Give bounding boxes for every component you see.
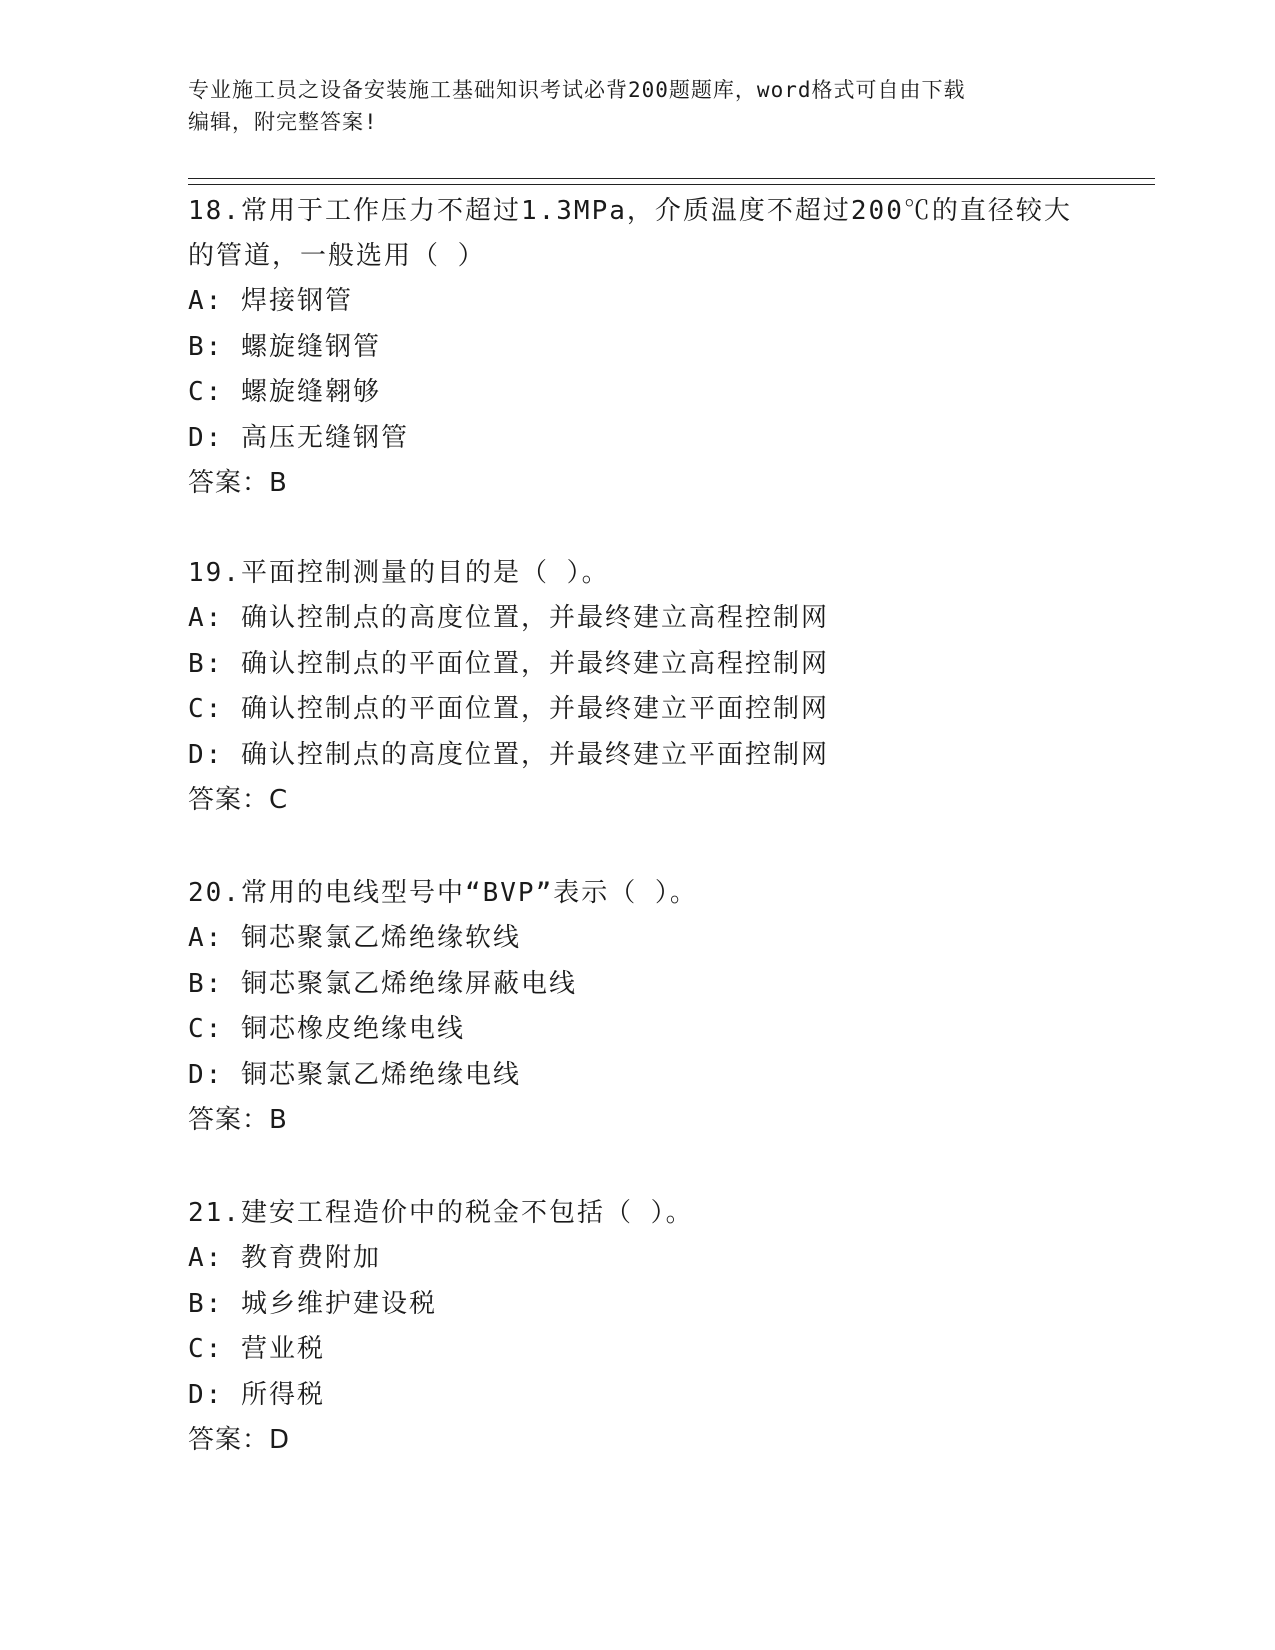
question-text-line-2: 的管道，一般选用（ ） — [188, 241, 486, 271]
question-21 — [188, 1191, 1088, 1464]
question-20 — [188, 871, 1088, 1144]
option-b: B: 螺旋缝钢管 — [188, 331, 381, 362]
option-c: C: 营业税 — [188, 1334, 325, 1364]
option-b: B: 铜芯聚氯乙烯绝缘屏蔽电线 — [188, 968, 577, 999]
question-stem — [188, 189, 1088, 234]
question-number: 19. — [188, 558, 241, 588]
question-text-line-1: 建安工程造价中的税金不包括（ ）。 — [240, 1198, 694, 1228]
question-text-line-1: 平面控制测量的目的是（ ）。 — [240, 558, 610, 588]
option-a: A: 焊接钢管 — [188, 286, 353, 316]
header-line-1: 专业施工员之设备安装施工基础知识考试必背200题题库，word格式可自由下载 — [188, 78, 966, 102]
answer: 答案：B — [188, 468, 288, 498]
document-header — [188, 74, 1068, 138]
option-a: A: 铜芯聚氯乙烯绝缘软线 — [188, 923, 521, 953]
option-c: C: 螺旋缝翱够 — [188, 377, 381, 407]
question-text-line-1: 常用的电线型号中“BVP”表示（ ）。 — [240, 878, 698, 908]
option-d: D: 确认控制点的高度位置，并最终建立平面控制网 — [188, 739, 829, 770]
header-divider-bottom — [188, 184, 1155, 185]
option-d: D: 高压无缝钢管 — [188, 422, 409, 453]
question-stem — [188, 551, 1088, 596]
question-text-line-1: 常用于工作压力不超过1.3MPa，介质温度不超过200℃的直径较大 — [240, 196, 1072, 226]
question-number: 18. — [188, 196, 241, 226]
question-18 — [188, 189, 1088, 507]
option-a: A: 确认控制点的高度位置，并最终建立高程控制网 — [188, 603, 829, 633]
question-stem — [188, 871, 1088, 916]
answer: 答案：C — [188, 785, 289, 815]
option-d: D: 铜芯聚氯乙烯绝缘电线 — [188, 1059, 521, 1090]
option-c: C: 确认控制点的平面位置，并最终建立平面控制网 — [188, 694, 829, 724]
header-line-2: 编辑，附完整答案! — [188, 110, 378, 134]
question-stem — [188, 1191, 1088, 1236]
answer: 答案：D — [188, 1425, 291, 1455]
option-c: C: 铜芯橡皮绝缘电线 — [188, 1014, 465, 1044]
option-b: B: 确认控制点的平面位置，并最终建立高程控制网 — [188, 648, 829, 679]
option-a: A: 教育费附加 — [188, 1243, 381, 1273]
question-19 — [188, 551, 1088, 824]
option-d: D: 所得税 — [188, 1379, 325, 1410]
question-number: 21. — [188, 1198, 241, 1228]
answer: 答案：B — [188, 1105, 288, 1135]
option-b: B: 城乡维护建设税 — [188, 1288, 437, 1319]
header-divider-top — [188, 178, 1155, 179]
question-number: 20. — [188, 878, 241, 908]
